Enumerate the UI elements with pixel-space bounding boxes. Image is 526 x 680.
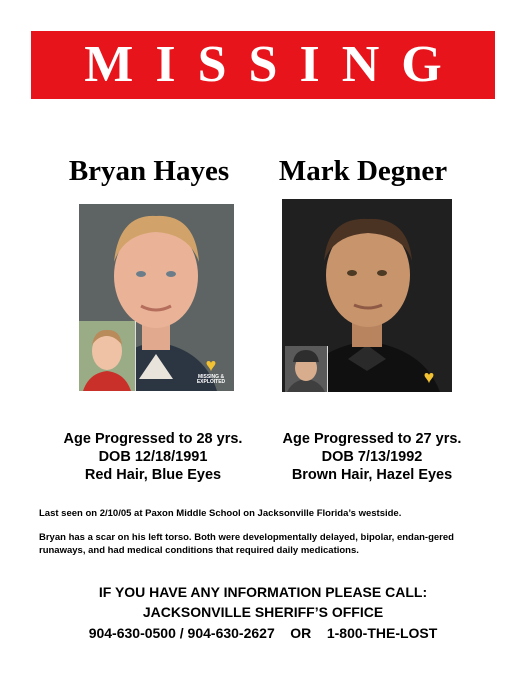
heart-logo-icon: ♥ <box>205 355 217 375</box>
info-block-mark <box>263 430 481 484</box>
heart-logo-icon: ♥ <box>423 367 435 387</box>
cta-agency: JACKSONVILLE SHERIFF’S OFFICE <box>142 604 384 620</box>
last-seen-text: Last seen on 2/10/05 at Paxon Middle School on Jacksonville Florida’s westside. <box>39 508 402 519</box>
banner-title: MISSING <box>84 36 464 93</box>
description-bryan: Red Hair, Blue Eyes <box>84 467 222 483</box>
person-name-mark: Mark Degner <box>278 155 448 187</box>
age-progressed-mark: Age Progressed to 27 yrs. <box>282 431 462 447</box>
cta-line-1: IF YOU HAVE ANY INFORMATION PLEASE CALL: <box>98 584 428 600</box>
logo-text: MISSING & EXPLOITED <box>196 374 226 385</box>
info-block-bryan <box>44 430 262 484</box>
cta-phone-numbers: 904-630-0500 / 904-630-2627 OR 1-800-THE-LOST <box>88 625 438 641</box>
ncmec-logo-mark <box>412 368 446 386</box>
person-name-bryan: Bryan Hayes <box>68 155 230 187</box>
photo-bryan-age-progressed <box>79 204 234 391</box>
missing-banner <box>31 31 495 99</box>
inset-photo-bryan-child <box>79 321 136 391</box>
age-progressed-bryan: Age Progressed to 28 yrs. <box>63 431 243 447</box>
child-portrait-mark <box>285 346 327 392</box>
dob-mark: DOB 7/13/1992 <box>321 449 423 465</box>
dob-bryan: DOB 12/18/1991 <box>98 449 208 465</box>
ncmec-logo-bryan <box>192 356 230 385</box>
description-mark: Brown Hair, Hazel Eyes <box>291 467 453 483</box>
details-text: Bryan has a scar on his left torso. Both were developmentally delayed, bipolar, endan-gered runaways, and had medical conditions that required daily medications. <box>39 532 454 556</box>
photo-mark-age-progressed <box>282 199 452 392</box>
child-portrait-bryan <box>79 321 135 391</box>
inset-photo-mark-child <box>285 346 328 392</box>
